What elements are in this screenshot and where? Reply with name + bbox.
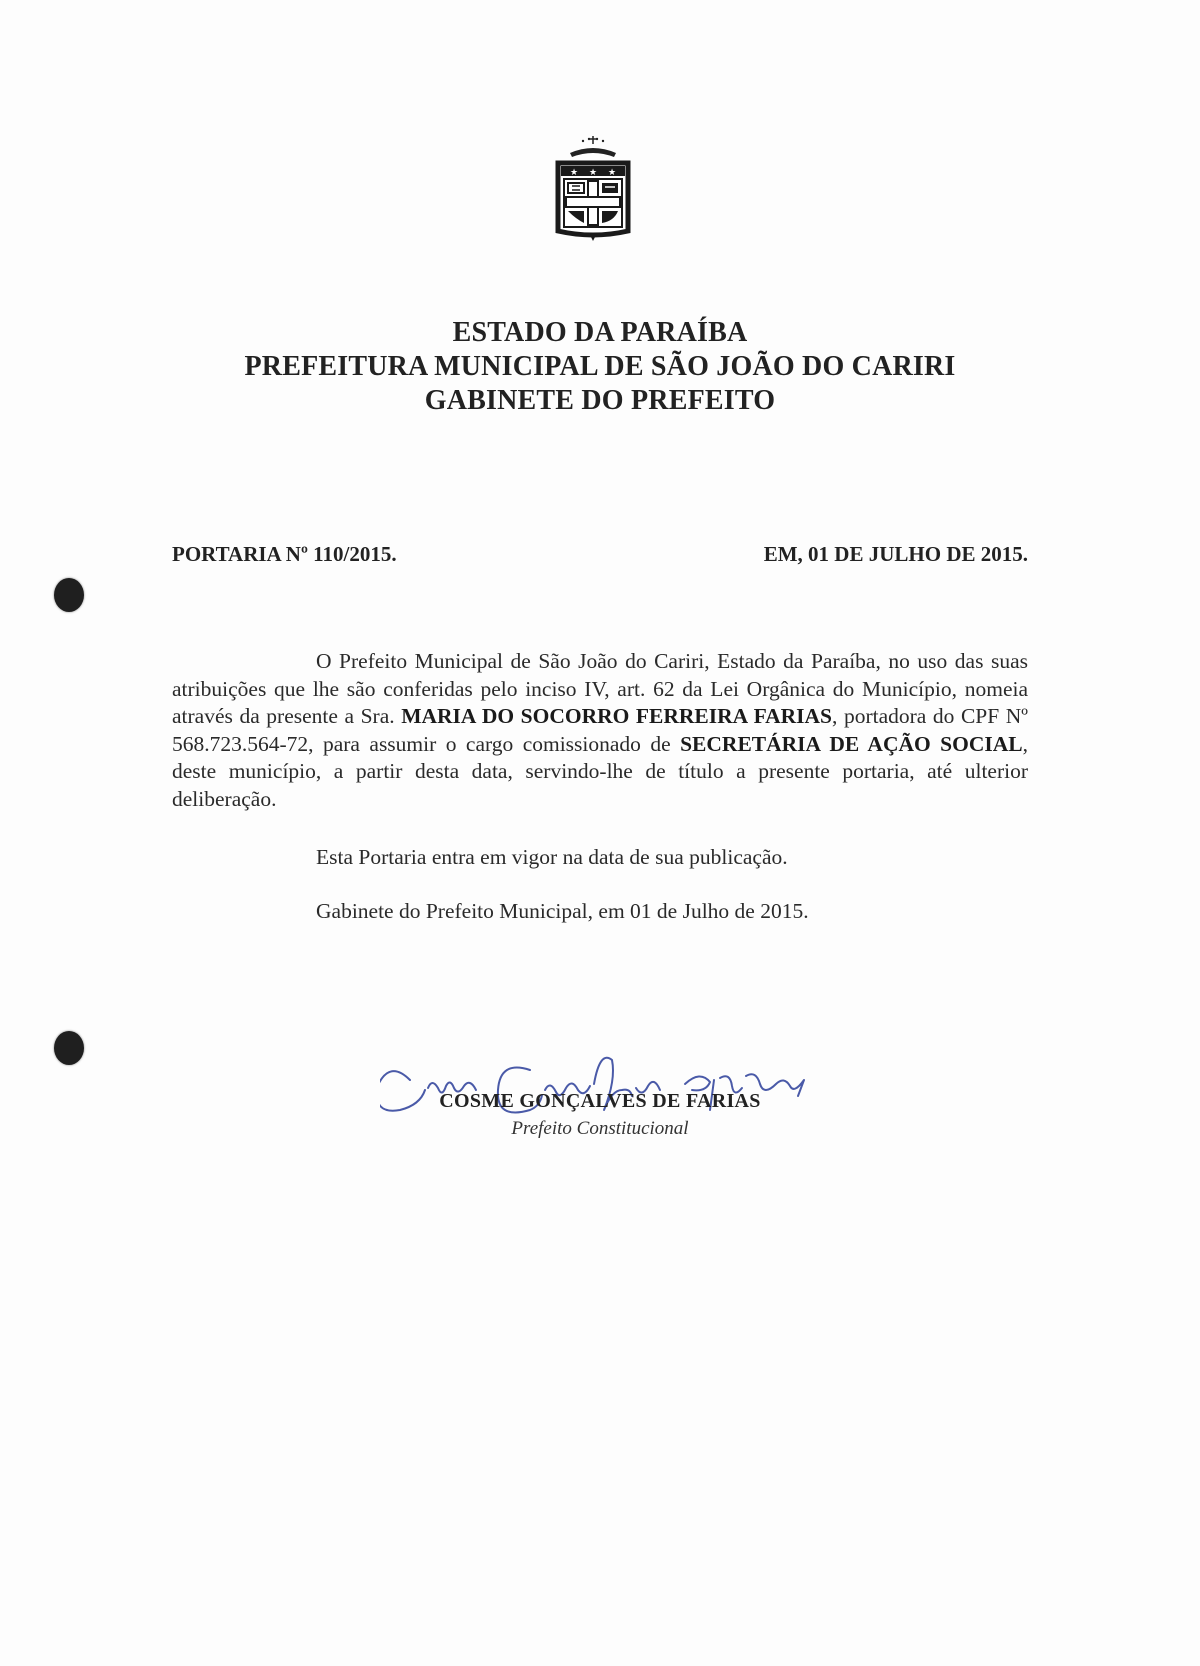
punch-hole-bottom: [54, 1031, 84, 1065]
body-paragraph-3: Gabinete do Prefeito Municipal, em 01 de Julho de 2015.: [316, 899, 809, 923]
appointed-role: SECRETÁRIA DE AÇÃO SOCIAL: [680, 731, 1023, 756]
appointee-name: MARIA DO SOCORRO FERREIRA FARIAS: [401, 704, 833, 728]
body-paragraph-1: [172, 648, 1028, 813]
svg-text:★: ★: [570, 167, 579, 177]
header-municipality: PREFEITURA MUNICIPAL DE SÃO JOÃO DO CARIRI: [244, 351, 956, 382]
signer-title: Prefeito Constitucional: [511, 1118, 689, 1139]
header-state: ESTADO DA PARAÍBA: [452, 317, 748, 348]
portaria-number: PORTARIA Nº 110/2015.: [172, 542, 397, 566]
svg-text:★: ★: [608, 167, 617, 177]
signer-name: COSME GONÇALVES DE FARIAS: [439, 1090, 761, 1112]
document-header: [0, 316, 1200, 418]
body-text-part-1: O Prefeito Municipal de São João do Cariri, Estado da Paraíba, no uso das suas atribuições que lhe são conferidas pelo inciso IV, art. 62 da Lei Orgânica do Município, nomeia através da presente a Sra.: [172, 649, 1028, 728]
body-paragraph-2: Esta Portaria entra em vigor na data de sua publicação.: [316, 845, 788, 869]
punch-hole-top: [54, 578, 84, 612]
body-text-part-3: , deste município, a partir desta data, servindo-lhe de título a presente portaria, até ulterior deliberação.: [172, 731, 1028, 811]
coat-of-arms-icon: [548, 135, 638, 255]
svg-text:★: ★: [589, 167, 598, 177]
header-office: GABINETE DO PREFEITO: [424, 385, 776, 416]
body-text-part-2: , portadora do CPF Nº 568.723.564-72, para assumir o cargo comissionado de: [172, 704, 1028, 756]
portaria-date: EM, 01 DE JULHO DE 2015.: [763, 542, 1028, 566]
